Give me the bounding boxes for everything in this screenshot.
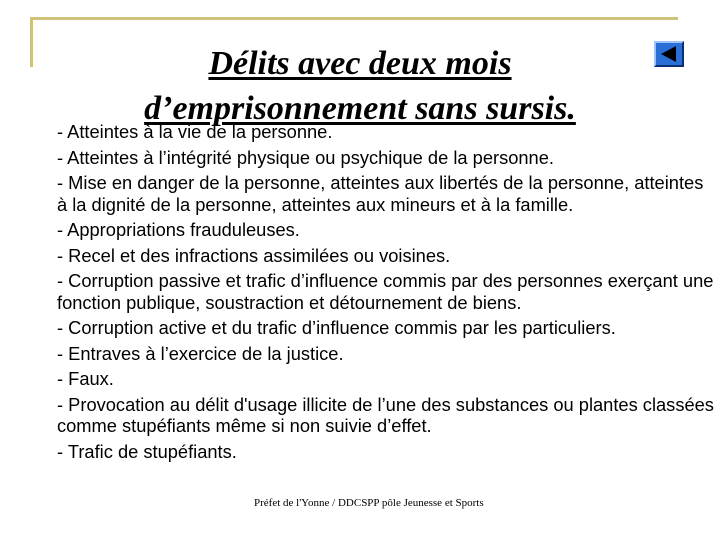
- footer-credit: Préfet de l'Yonne / DDCSPP pôle Jeunesse et Sports: [254, 497, 484, 509]
- list-item: - Trafic de stupéfiants.: [57, 440, 237, 462]
- page-title: [60, 41, 660, 131]
- frame-top-line: [30, 17, 678, 20]
- list-item: - Atteintes à l’intégrité physique ou psychique de la personne.: [57, 146, 554, 168]
- title-line-2: d’emprisonnement sans sursis.: [144, 89, 576, 127]
- triangle-left-icon: [656, 43, 682, 65]
- list-item: - Atteintes à la vie de la personne.: [57, 121, 333, 142]
- list-item: - Faux.: [57, 368, 114, 389]
- list-item: - Appropriations frauduleuses.: [57, 219, 300, 240]
- list-item: - Corruption active et du trafic d’influence commis par les particuliers.: [57, 317, 616, 338]
- list-item: - Corruption passive et trafic d’influence commis par des personnes exerçant une fonction publique, soustraction et détournement de biens.: [57, 270, 714, 313]
- list-item: - Provocation au délit d'usage illicite de l’une des substances ou plantes classées comme stupéfiants même si non suivie d’effet.: [57, 393, 714, 436]
- list-item: - Entraves à l’exercice de la justice.: [57, 342, 344, 364]
- back-button[interactable]: [654, 41, 684, 67]
- title-line-1: Délits avec deux mois: [208, 44, 512, 82]
- frame-left-line: [30, 17, 33, 67]
- list-item: - Mise en danger de la personne, atteintes aux libertés de la personne, atteintes à la dignité de la personne, atteintes aux mineurs et à la famille.: [57, 172, 704, 215]
- list-item: - Recel et des infractions assimilées ou voisines.: [57, 244, 451, 266]
- offense-list: [57, 121, 717, 466]
